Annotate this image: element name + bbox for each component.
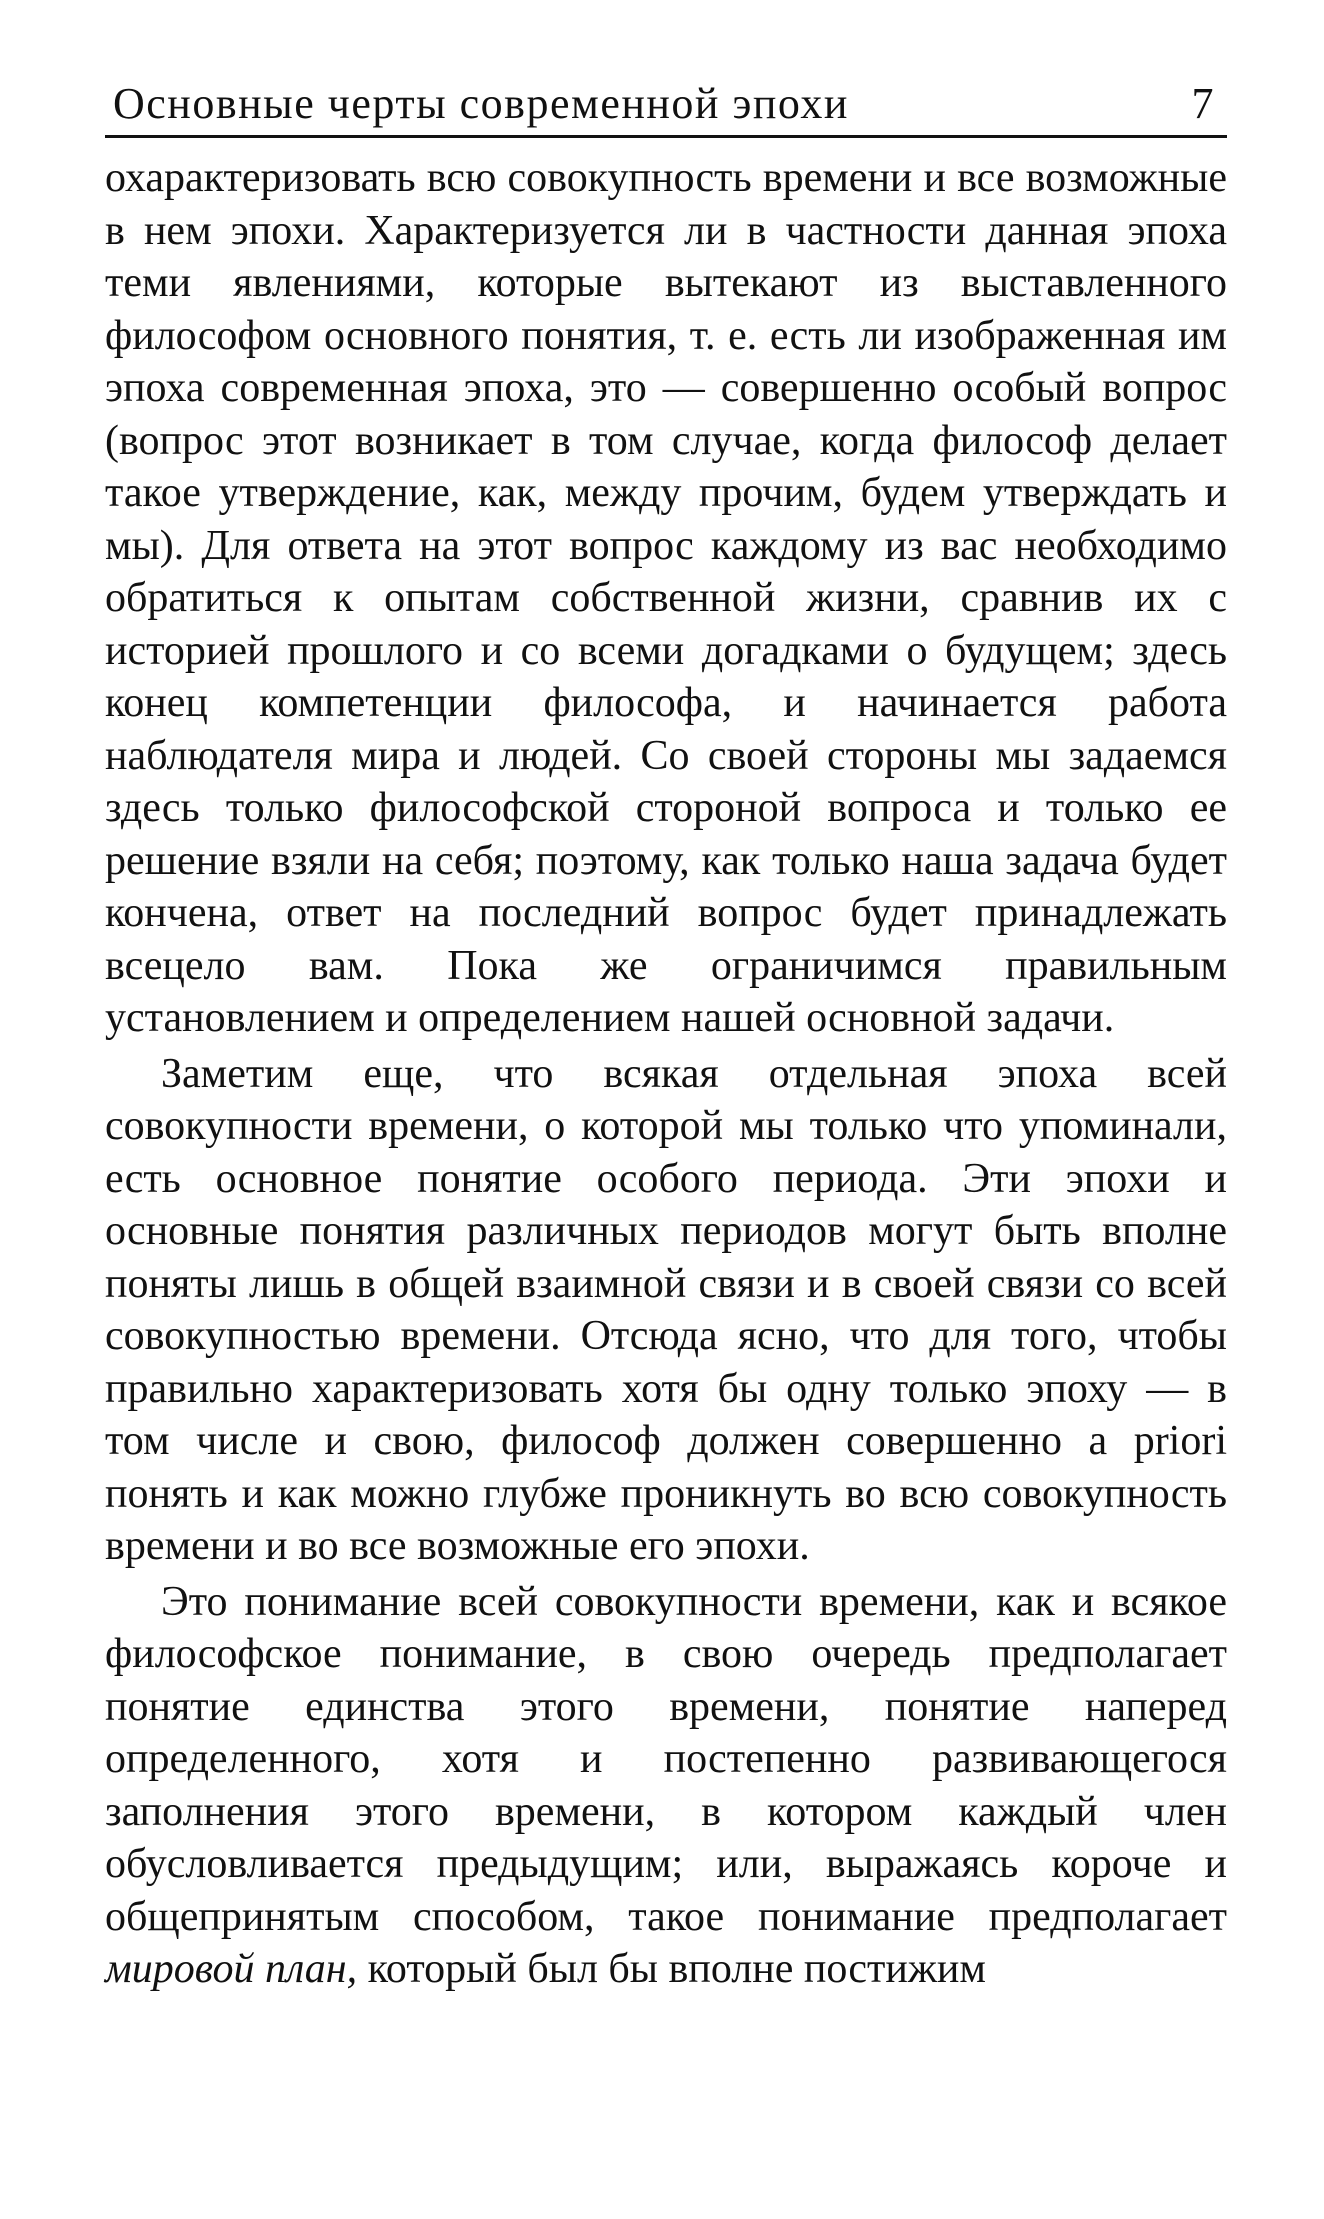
chapter-title: Основные черты современной эпохи (113, 79, 849, 128)
paragraph-3-text-after: который был бы вполне постижим (357, 1946, 986, 1992)
paragraph-1: охарактеризовать всю совокупность времени и все возможные в нем эпохи. Характеризуется ли в частности данная эпоха теми явлениями, которые вытекают из выставленного философом основного понятия, т. е. есть ли изображенная им эпоха современная эпоха, это — совершенно особый вопрос (вопрос этот возникает в том случае, когда философ делает такое утверждение, как, между прочим, будем утверждать и мы). Для ответа на этот вопрос каждому из вас необходимо обратиться к опытам собственной жизни, сравнив их с историей прошлого и со всеми догадками о будущем; здесь конец компетенции философа, и начинается работа наблюдателя мира и людей. Со своей стороны мы задаемся здесь только философской стороной вопроса и только ее решение взяли на себя; поэтому, как только наша задача будет кончена, ответ на последний вопрос будет принадлежать всецело вам. Пока же ограничимся правильным установлением и определением нашей основной задачи. (105, 155, 1227, 1041)
emphasis-world-plan: мировой план, (105, 1946, 358, 1992)
paragraph-2: Заметим еще, что всякая отдельная эпоха всей совокупности времени, о которой мы только что упоминали, есть основное понятие особого периода. Эти эпохи и основные понятия различных периодов могут быть вполне поняты лишь в общей взаимной связи и в своей связи со всей совокупностью времени. Отсюда ясно, что для того, чтобы правильно характеризовать хотя бы одну только эпоху — в том числе и свою, философ должен совершенно a priori понять и как можно глубже проникнуть во всю совокупность времени и во все возможные его эпохи. (105, 1050, 1227, 1569)
running-header (105, 78, 1227, 138)
paragraph-3 (105, 1576, 1227, 1996)
page-number: 7 (1191, 79, 1215, 128)
book-page (105, 78, 1227, 1996)
paragraph-3-text-before: Это понимание всей совокупности времени, как и всякое философское понимание, в свою очередь предполагает понятие единства этого времени, понятие наперед определенного, хотя и постепенно развивающегося заполнения этого времени, в котором каждый член обусловливается предыдущим; или, выражаясь короче и общепринятым способом, такое понимание предполагает (105, 1578, 1227, 1940)
body-text (105, 152, 1227, 1996)
